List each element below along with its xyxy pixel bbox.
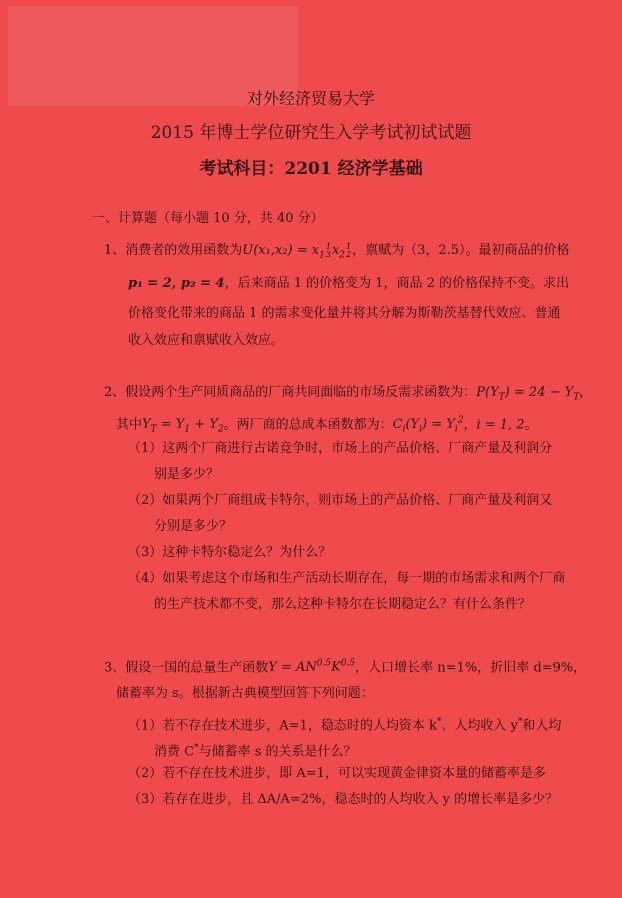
- utility-function: $U(x_1,x_2) = x_11$ $3x_21$ 2: [242, 241, 352, 261]
- q1-prices: p₁ = 2, p₂ = 4: [128, 276, 225, 291]
- q1-line2-text: ，后来商品 1 的价格变为 1，商品 2 的价格保持不变。求出: [224, 276, 570, 291]
- q3-line1: 3、假设一国的总量生产函数$Y = AN^{0.5}K^{0.5}$，人口增长率 n=1%，折旧率 d=9%，: [104, 659, 587, 676]
- q2-line1-text: 2、假设两个生产同质商品的厂商共同面临的市场反需求函数为：: [104, 385, 477, 400]
- q2-sub4b: 的生产技术都不变，那么这种卡特尔在长期稳定么？有什么条件？: [154, 597, 532, 612]
- exam-subject: 考试科目：2201 经济学基础: [199, 159, 423, 179]
- q1-line3: 价格变化带来的商品 1 的需求变化量并将其分解为斯勒茨基替代效应、普通: [128, 306, 561, 321]
- q3-sub2: （2）若不存在技术进步，即 A=1，可以实现黄金律资本量的储蓄率是多: [128, 766, 546, 781]
- q1-line2: [128, 275, 569, 293]
- q2-line1: 2、假设两个生产同质商品的厂商共同面临的市场反需求函数为：$P(Y_T) = 24 - Y_T$，: [104, 385, 593, 403]
- cost-function: $C_i(Y_i) = Y_i^2$: [392, 416, 464, 435]
- section-heading: 一、计算题（每小题 10 分，共 40 分）: [92, 211, 324, 226]
- q3-sub3: （3）若存在进步，且 ΔA/A=2%，稳态时的人均收入 y 的增长率是多少？: [128, 792, 559, 807]
- exponent-2: 1 2: [346, 241, 352, 259]
- q1-line1: [104, 242, 570, 265]
- production-function: $Y = AN^{0.5}K^{0.5}$: [268, 659, 356, 676]
- q2-sub4a: （4）如果考虑这个市场和生产活动长期存在，每一期的市场需求和两个厂商: [128, 571, 566, 586]
- q2-sub2b: 分别是多少？: [154, 519, 233, 534]
- total-output: $Y_T = Y_1 + Y_2$: [142, 417, 224, 435]
- q2-sub1b: 别是多少？: [154, 467, 220, 482]
- q1-line1-text: 1、消费者的效用函数为: [104, 243, 243, 258]
- inverse-demand: $P(Y_T) = 24 - Y_T$: [476, 385, 580, 403]
- q3-line2: 储蓄率为 s。根据新古典模型回答下列问题：: [116, 686, 374, 701]
- q2-sub2a: （2）如果两个厂商组成卡特尔，则市场上的产品价格、厂商产量及利润又: [128, 493, 553, 508]
- q1-line1-end: ，禀赋为（3，2.5）。最初商品的价格: [352, 243, 570, 258]
- exam-title: 2015 年博士学位研究生入学考试初试试题: [150, 123, 472, 143]
- q1-line4: 收入效应和禀赋收入效应。: [128, 333, 285, 348]
- utility-lhs: U(x₁,x₂) =: [242, 243, 312, 258]
- university-name: 对外经济贸易大学: [246, 89, 375, 108]
- q2-sub3: （3）这种卡特尔稳定么？为什么？: [128, 545, 332, 560]
- q3-sub1b: 消费 C*与储蓄率 s 的关系是什么？: [154, 743, 357, 760]
- q2-line2: 其中$Y_T = Y_1 + Y_2$。两厂商的总成本函数都为：$C_i(Y_i) = Y_i^2$，i = 1, 2。: [116, 416, 538, 435]
- q3-sub1a: （1）若不存在技术进步，A=1，稳态时的人均资本 k*、人均收入 y*和人均: [128, 717, 562, 734]
- q2-sub1a: （1）这两个厂商进行古诺竞争时，市场上的产品价格、厂商产量及利润分: [128, 441, 553, 456]
- exponent-1: 1 3: [325, 241, 331, 259]
